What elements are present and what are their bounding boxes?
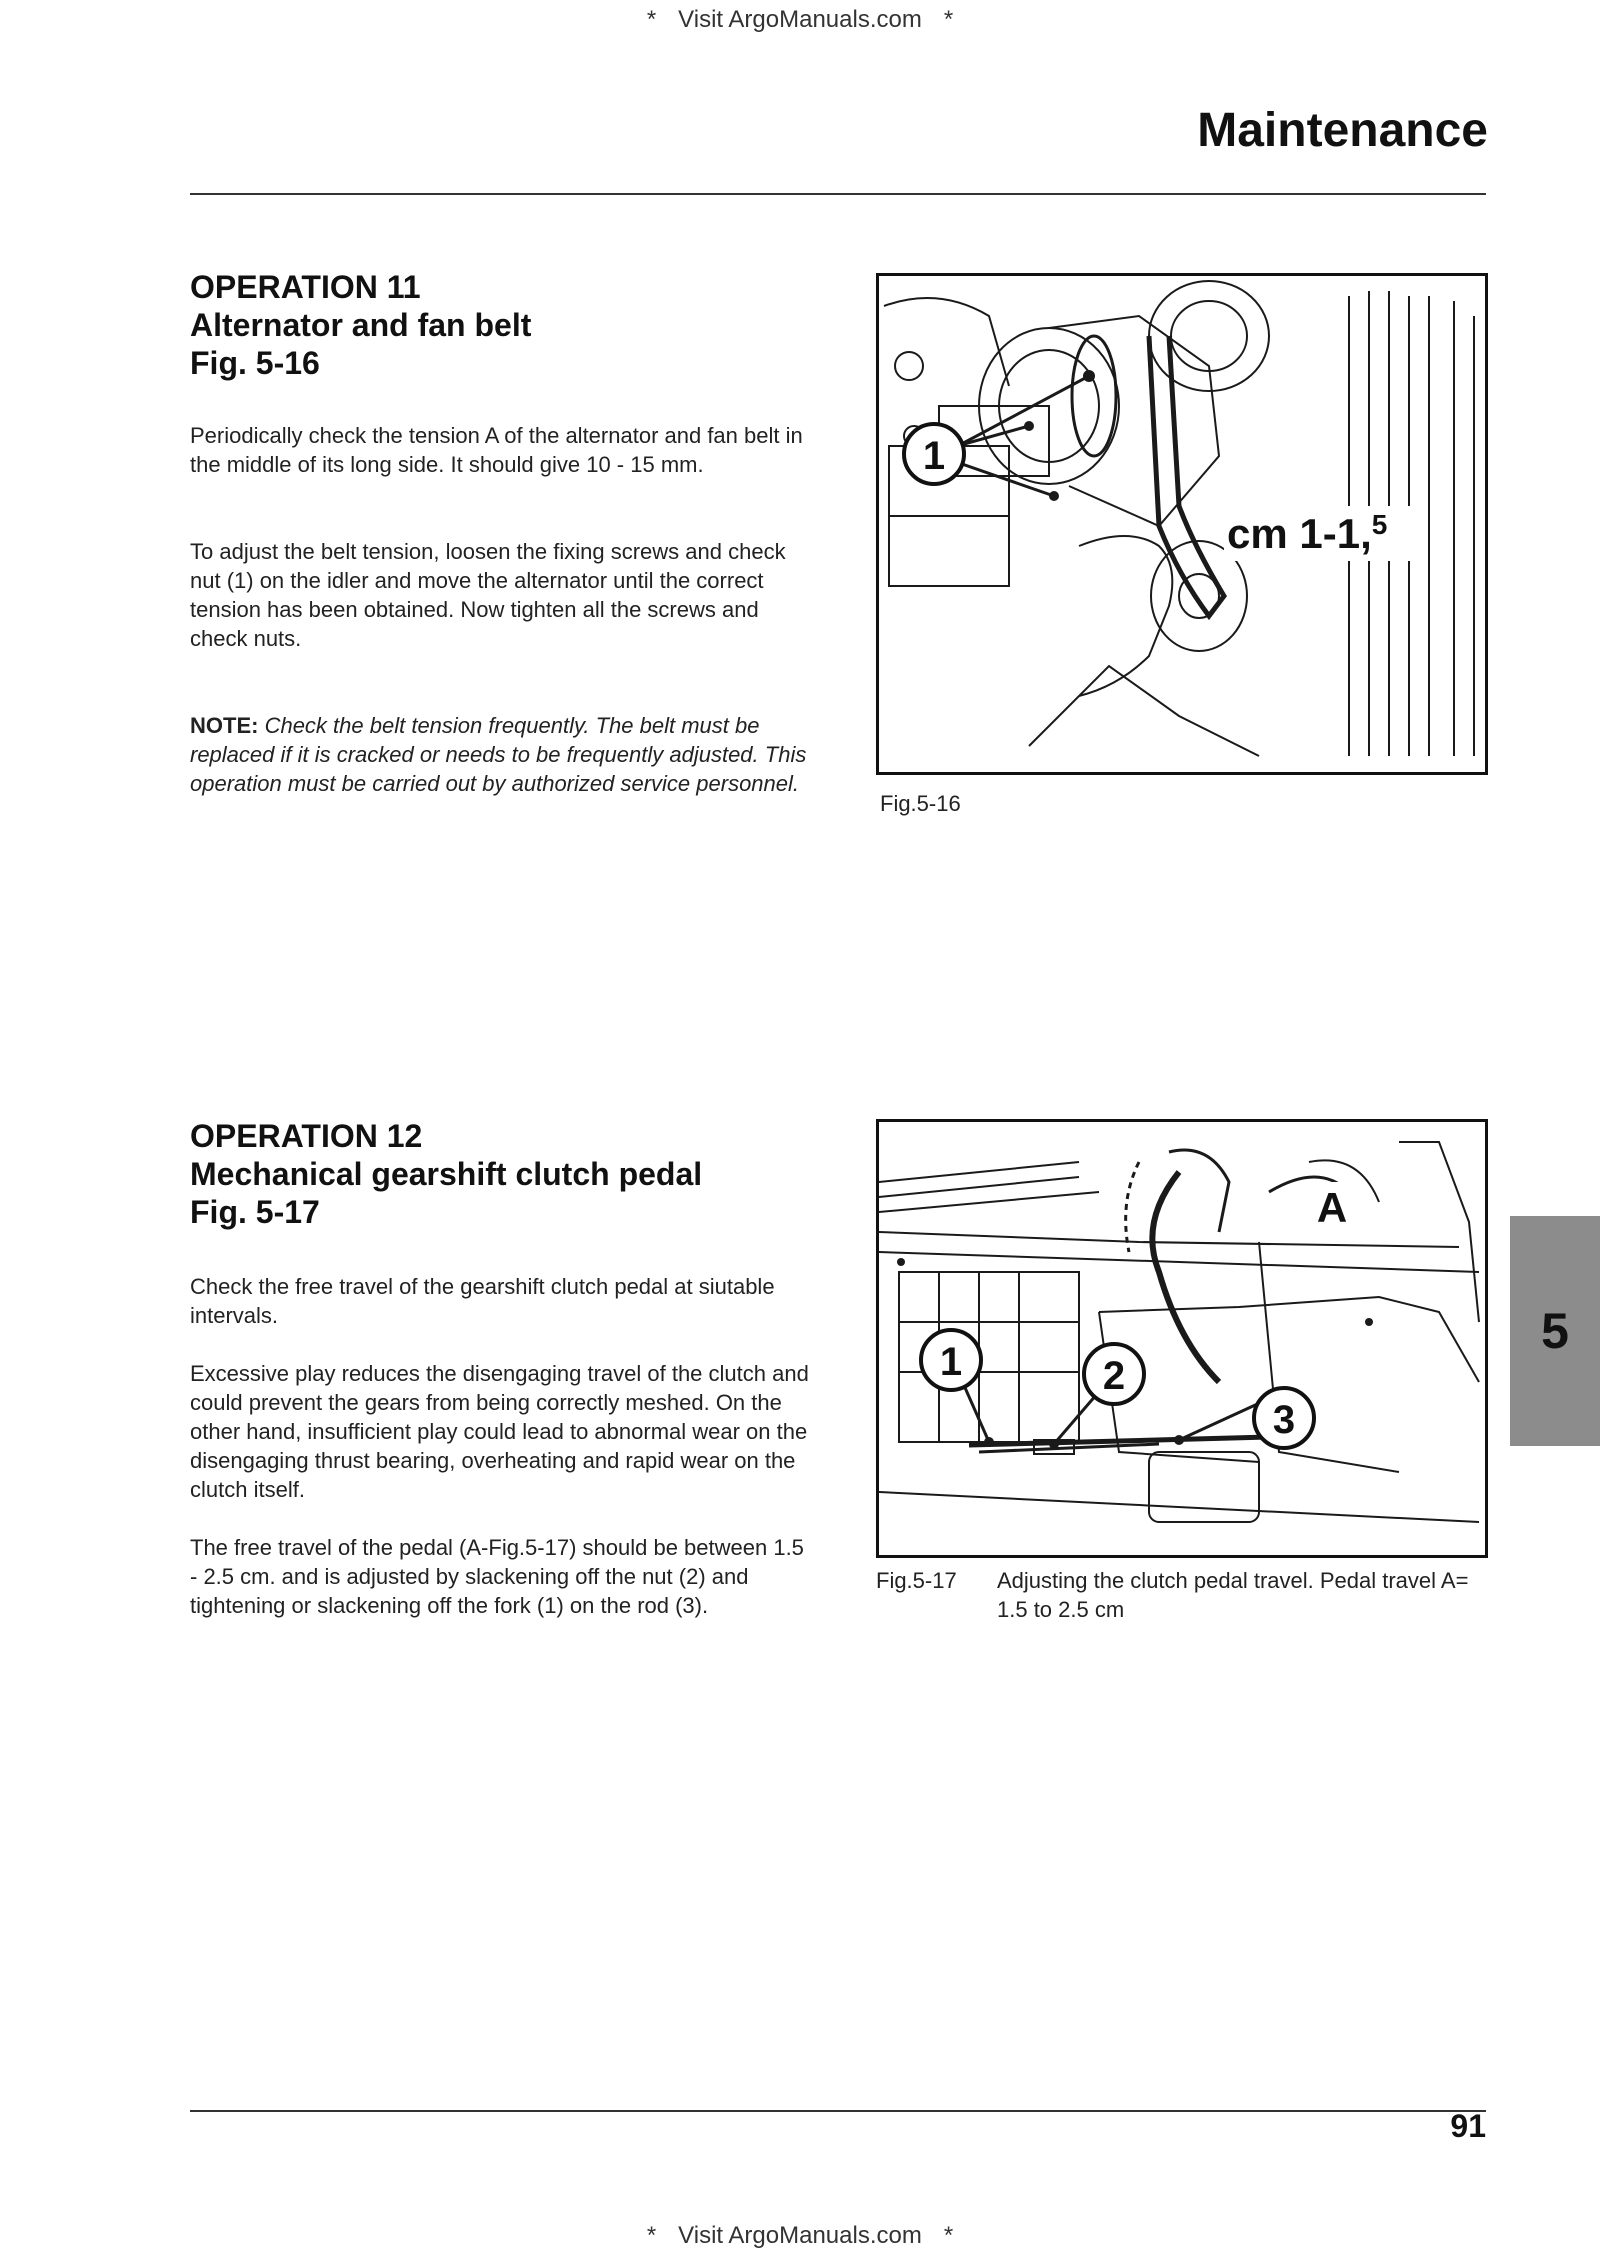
op11-subtitle: Alternator and fan belt [190, 307, 532, 343]
callout-3-label: 3 [1272, 1398, 1296, 1442]
op12-fig-ref: Fig. 5-17 [190, 1194, 320, 1230]
op11-heading [190, 268, 531, 382]
belt-measure-label: cm 1-1,$^5$ [1227, 509, 1388, 557]
op11-paragraph-2: To adjust the belt tension, loosen the fixing screws and check nut (1) on the idler and move the alternator until the correct tension has been obtained. Now tighten all the screws and check nuts. [190, 539, 786, 651]
figure-5-16 [876, 273, 1488, 775]
watermark-top: * Visit ArgoManuals.com * [646, 6, 954, 33]
op12-paragraph-1: Check the free travel of the gearshift clutch pedal at siutable intervals. [190, 1274, 775, 1328]
figure-5-17 [876, 1119, 1488, 1558]
op12-subtitle: Mechanical gearshift clutch pedal [190, 1156, 703, 1192]
op11-paragraph-1: Periodically check the tension A of the alternator and fan belt in the middle of its long side. It should give 10 - 15 mm. [190, 423, 803, 477]
op11-fig-ref: Fig. 5-16 [190, 345, 320, 381]
op11-title: OPERATION 11 [190, 269, 421, 305]
section-title: Maintenance [1197, 104, 1488, 157]
op12-heading [190, 1117, 702, 1231]
footer-rule [190, 2110, 1486, 2112]
page-number: 91 [1450, 2108, 1486, 2144]
chapter-tab: 5 [1510, 1216, 1600, 1446]
figure-5-17-caption-text: Adjusting the clutch pedal travel. Pedal travel A= 1.5 to 2.5 cm [997, 1568, 1469, 1622]
watermark-bottom: * Visit ArgoManuals.com * [646, 2222, 954, 2249]
op11-note [190, 711, 810, 798]
callout-1-label: 1 [939, 1340, 963, 1384]
note-text: Check the belt tension frequently. The belt must be replaced if it is cracked or needs to be frequently adjusted. This operation must be carried out by authorized service personnel. [190, 713, 807, 796]
callout-2-label: 2 [1102, 1354, 1126, 1398]
watermark-text: Visit ArgoManuals.com [678, 6, 922, 33]
callout-1-label: 1 [922, 434, 946, 478]
figure-5-16-caption: Fig.5-16 [880, 791, 961, 816]
op12-title: OPERATION 12 [190, 1118, 423, 1154]
alternator-belt-illustration [879, 276, 1485, 772]
header-rule [190, 193, 1486, 195]
figure-5-17-caption-label: Fig.5-17 [876, 1568, 957, 1593]
clutch-pedal-illustration [879, 1122, 1485, 1555]
op12-paragraph-2: Excessive play reduces the disengaging travel of the clutch and could prevent the gears from being correctly meshed. On the other hand, insufficient play could lead to abnormal wear on the disengaging thrust bearing, overheating and rapid wear on the clutch itself. [190, 1361, 809, 1502]
watermark-text: Visit ArgoManuals.com [678, 2222, 922, 2249]
op12-paragraph-3: The free travel of the pedal (A-Fig.5-17) should be between 1.5 - 2.5 cm. and is adjusted by slackening off the nut (2) and tightening or slackening off the fork (1) on the rod (3). [190, 1535, 804, 1618]
note-label: NOTE: [190, 713, 259, 738]
callout-a-label: A [1316, 1184, 1348, 1231]
